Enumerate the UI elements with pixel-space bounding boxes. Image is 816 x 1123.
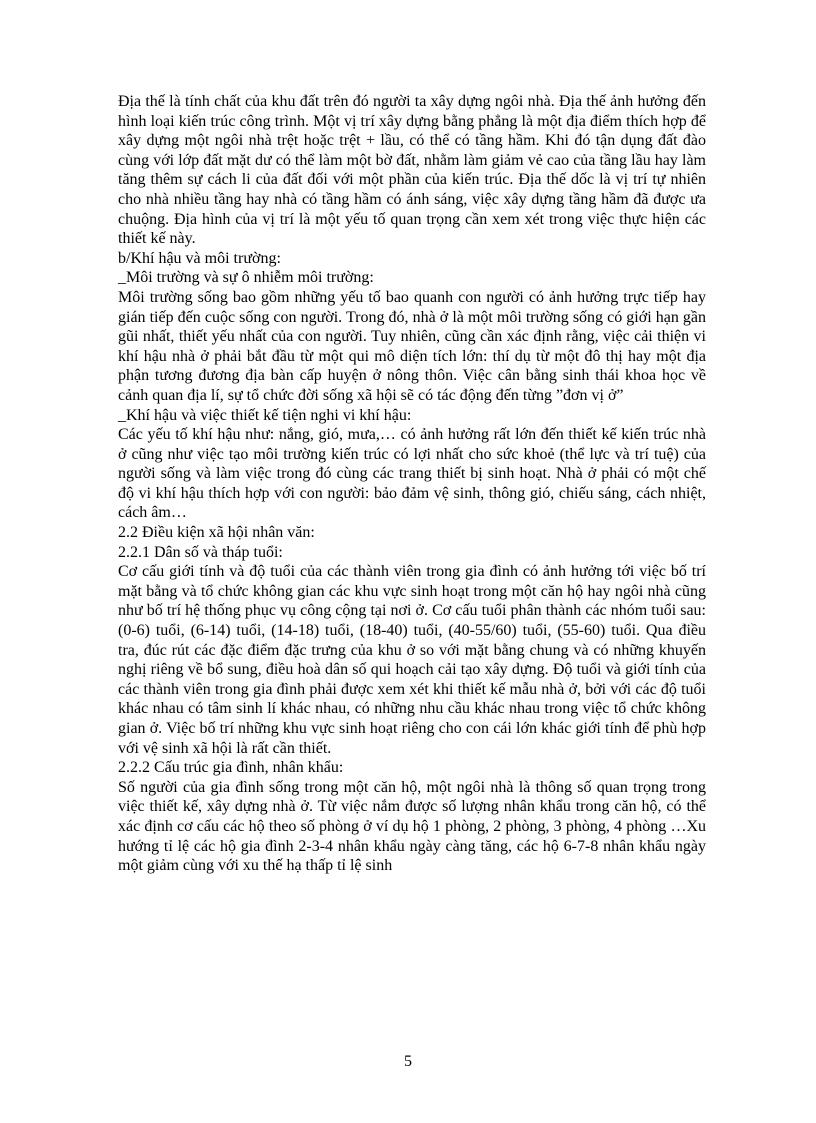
body-text (118, 92, 706, 876)
page-number: 5 (404, 1053, 412, 1070)
paragraph-age-structure: Cơ cấu giới tính và độ tuổi của các thành viên trong gia đình có ảnh hưởng tới việc bố trí mặt bằng và tổ chức không gian các khu vực sinh hoạt trong một căn hộ hay ngôi nhà cũng như bố trí hệ thống phục vụ công cộng tại nơi ở. Cơ cấu tuổi phân thành các nhóm tuổi sau: (0-6) tuổi, (6-14) tuổi, (14-18) tuổi, (18-40) tuổi, (40-55/60) tuổi, (55-60) tuổi. Qua điều tra, đúc rút các đặc điểm đặc trưng của khu ở so với mặt bằng chung và có những khuyến nghị riêng về bổ sung, điều hoà dân số qui hoạch cải tạo xây dựng. Độ tuổi và giới tính của các thành viên trong gia đình phải được xem xét khi thiết kế mẫu nhà ở, bởi với các độ tuổi khác nhau có tâm sinh lí khác nhau, có những nhu cầu khác nhau trong việc tổ chức không gian ở. Việc bố trí những khu vực sinh hoạt riêng cho con cái lớn khác giới tính để phù hợp với vệ sinh xã hội là rất cần thiết. (118, 563, 706, 757)
paragraph-climate-factors: Các yếu tố khí hậu như: nắng, gió, mưa,… có ảnh hưởng rất lớn đến thiết kế kiến trúc nhà ở cũng như việc tạo môi trường kiến trúc có lợi nhất cho sức khoẻ (thể lực và trí tuệ) của người sống và làm việc trong đó cùng các trang thiết bị sinh hoạt. Nhà ở phải có một chế độ vi khí hậu thích hợp với con người: bảo đảm vệ sinh, thông gió, chiếu sáng, cách nhiệt, cách âm… (118, 426, 706, 522)
subheading-climate-design: _Khí hậu và việc thiết kế tiện nghi vi khí hậu: (118, 406, 412, 424)
paragraph-living-environment: Môi trường sống bao gồm những yếu tố bao quanh con người có ảnh hưởng trực tiếp hay gián tiếp đến cuộc sống con người. Trong đó, nhà ở là một môi trường sống có giới hạn gần gũi nhất, thiết yếu nhất của con người. Tuy nhiên, cũng cần xác định rằng, việc cải thiện vi khí hậu nhà ở phải bắt đầu từ một qui mô diện tích lớn: thí dụ từ một đô thị hay một địa phận tương đương địa bàn cấp huyện ở nông thôn. Việc cân bằng sinh thái khoa học về cảnh quan địa lí, sự tổ chức đời sống xã hội sẽ có tác động đến từng ”đơn vị ở” (118, 288, 706, 404)
heading-social-conditions: 2.2 Điều kiện xã hội nhân văn: (118, 524, 315, 542)
heading-population-age: 2.2.1 Dân số và tháp tuổi: (118, 543, 283, 561)
subheading-environment-pollution: _Môi trường và sự ô nhiễm môi trường: (118, 269, 374, 287)
paragraph-terrain: Địa thế là tính chất của khu đất trên đó người ta xây dựng ngôi nhà. Địa thế ảnh hưởng đến hình loại kiến trúc công trình. Một vị trí xây dựng bằng phẳng là một địa điểm thích hợp để xây dựng một ngôi nhà trệt hoặc trệt + lầu, có thể có tầng hầm. Khi đó tận dụng đất đào cùng với lớp đất mặt dư có thể làm một bờ đất, nhằm làm giảm vẻ cao của tầng lầu hay làm tăng thêm sự cách li của đất đối với một phần của kiến trúc. Địa thế dốc là vị trí tự nhiên cho nhà nhiều tầng hay nhà có tầng hầm có ánh sáng, việc xây dựng tầng hầm đã được ưa chuộng. Địa hình của vị trí là một yếu tố quan trọng cần xem xét trong việc thực hiện các thiết kế này. (118, 93, 706, 248)
heading-climate-environment: b/Khí hậu và môi trường: (118, 249, 281, 267)
heading-family-structure: 2.2.2 Cấu trúc gia đình, nhân khẩu: (118, 759, 344, 777)
paragraph-household-size: Số người của gia đình sống trong một căn hộ, một ngôi nhà là thông số quan trọng trong việc thiết kế, xây dựng nhà ở. Từ việc nắm được số lượng nhân khẩu trong căn hộ, có thể xác định cơ cấu các hộ theo số phòng ở ví dụ hộ 1 phòng, 2 phòng, 3 phòng, 4 phòng …Xu hướng tỉ lệ các hộ gia đình 2-3-4 nhân khẩu ngày càng tăng, các hộ 6-7-8 nhân khẩu ngày một giảm cùng với xu thế hạ thấp tỉ lệ sinh (118, 778, 706, 875)
